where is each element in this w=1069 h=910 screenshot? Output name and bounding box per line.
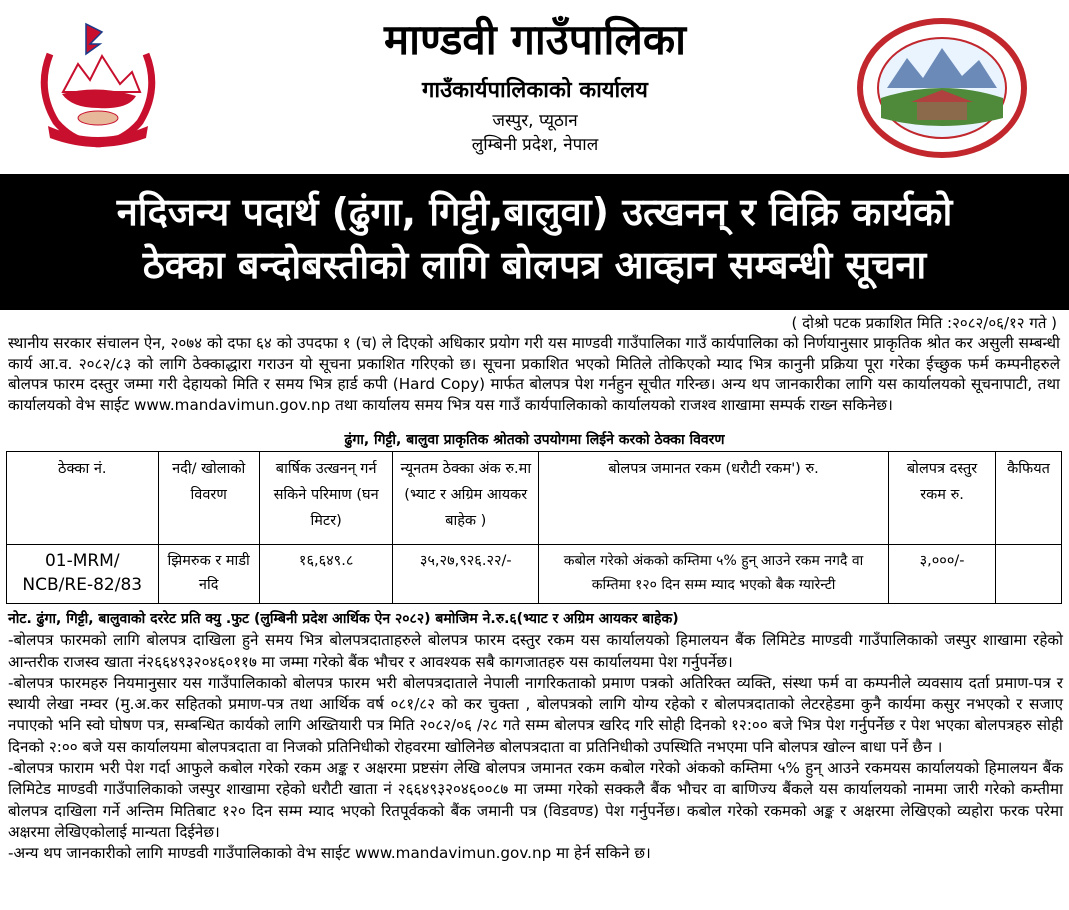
contract-table	[6, 451, 1062, 604]
header-deposit: बोलपत्र जमानत रकम (धरौटी रकम') रु.	[539, 452, 889, 545]
header-contract-no: ठेक्का नं.	[7, 452, 159, 545]
notice-title-line-1: नदिजन्य पदार्थ (ढुंगा, गिट्टी,बालुवा) उत्खनन् र विक्रि कार्यको	[116, 190, 953, 234]
header-remarks: कैफियत	[996, 452, 1062, 545]
table-row	[7, 545, 1062, 604]
notice-title-banner	[0, 174, 1069, 310]
header-min-amount: न्यूनतम ठेक्का अंक रु.मा (भ्याट र अग्रिम आयकर बाहेक )	[393, 452, 539, 545]
cell-river: झिमरुक र माडी नदि	[158, 545, 259, 604]
note-item: -बोलपत्र फारमहरु नियमानुसार यस गाउँपालिकाको बोलपत्र फारम भरी बोलपत्रदाताले नेपाली नागरिकताको प्रमाण पत्रको अतिरिक्त व्यक्ति, संस्था फर्म वा कम्पनीले व्यवसाय दर्ता प्रमाण-पत्र र स्थायी लेखा नम्वर (मु.अ.कर सहितको प्रमाण-पत्र तथा आर्थिक वर्ष ०८१/८२ को कर चुक्ता , बोलपत्रको लागि योग्य रहेको र बोलपत्रदाताको लेटरहेडमा कुनै कार्यमा कसुर नभएको र सजाए नपाएको भनि स्वो घोषण पत्र, सम्बन्धित कार्यको लागि अख्तियारी पत्र मिति २०८२/०६ /२८ गते सम्म बोलपत्र खरिद गरि सोही दिनको १२:०० बजे भित्र पेश गर्नुपर्नेछ र पेश भएका बोलपत्रहरु सोही दिनको २:०० बजे यस कार्यालयमा बोलपत्रदाता वा निजको प्रतिनिधीको रोहवरमा खोलिनेछ बोलपत्रदाता वा प्रतिनिधीको उपस्थिति नभएमा पनि बोलपत्र खोल्न बाधा पर्ने छैन ।	[8, 673, 1063, 756]
table-header-row	[7, 452, 1062, 545]
note-item: -बोलपत्र फारमको लागि बोलपत्र दाखिला हुने समय भित्र बोलपत्रदाताहरुले बोलपत्र फारम दस्तुर रकम यस कार्यालयको हिमालयन बैंक लिमिटेड माण्डवी गाउँपालिकाको जस्पुर शाखामा रहेको आन्तरीक राजस्व खाता नं२६६४९३२०४६०११७ मा जम्मा गरेको बैंक भौचर र आवश्यक सबै कागजातहरु यस कार्यालयमा पेश गर्नुपर्नेछ।	[8, 631, 1063, 671]
note-item: -बोलपत्र फाराम भरी पेश गर्दा आफुले कबोल गरेको रकम अङ्क र अक्षरमा प्रष्टसंग लेखि बोलपत्र जमानत रकम कबोल गरेको अंकको कम्तिमा ५% हुन् आउने रकमयस कार्यालयको हिमालयन बैंक लिमिटेड माण्डवी गाउँपालिकाको जस्पुर शाखामा रहेको धरौटी खाता नं २६६४९३२०४६००८७ मा जम्मा गरेको सक्कलै बैंक भौचर वा बाणिज्य बैंकले यस कार्यालयको नाममा जारी गरेको कम्तीमा बोलपत्र दाखिला गर्ने अन्तिम मितिबाट १२० दिन सम्म म्याद भएको रितपूर्वकको बैंक जमानी पत्र (विडवण्ड) पेश गर्नुपर्नेछ। कबोल गरेको रकमको अङ्क र अक्षरमा लेखिएको व्यहोरा फरक परेमा अक्षरमा लेखिएकोलाई मान्यता दिईनेछ।	[8, 759, 1063, 841]
notice-title-line-2: ठेक्का बन्दोबस्तीको लागि बोलपत्र आव्हान सम्बन्धी सूचना	[142, 243, 927, 287]
header-river: नदी/ खोलाको विवरण	[158, 452, 259, 545]
cell-fee: ३,०००/-	[889, 545, 996, 604]
cell-deposit: कबोल गरेको अंकको कम्तिमा ५% हुन् आउने रकम नगदै वा कम्तिमा १२० दिन सम्म म्याद भएको बैक ग्यारेन्टी	[539, 545, 889, 604]
table-caption: ढुंगा, गिट्टी, बालुवा प्राकृतिक श्रोतको उपयोगमा लिईने करको ठेक्का विवरण	[344, 432, 725, 448]
intro-paragraph: स्थानीय सरकार संचालन ऐन, २०७४ को दफा ६४ को उपदफा १ (च) ले दिएको अधिकार प्रयोग गरी यस माण्डवी गाउँपालिका गाउँ कार्यपालिका को निर्णयानुसार प्राकृतिक श्रोत कर असुली सम्बन्धी कार्य आ.व. २०८२/८३ को लागि ठेक्काद्धारा गराउन यो सूचना प्रकाशित गरिएको छ। सूचना प्रकाशित भएको मितिले तोकिएको म्याद भित्र कानुनी प्रक्रिया पूरा गरेका ईच्छुक फर्म कम्पनीहरुले बोलपत्र फारम दस्तुर जम्मा गरी देहायको मिति र समय भित्र हार्ड कपी (Hard Copy) मार्फत बोलपत्र पेश गर्नहुन सूचीत गरिन्छ। अन्य थप जानकारीका लागि यस कार्यालयको सूचनापाटी, तथा कार्यालयको वेभ साईट www.mandavimun.gov.np तथा कार्यालय समय भित्र यस गाउँ कार्यपालिकाको कार्यालयको राजश्व शाखामा सम्पर्क राख्न सकिनेछ।	[8, 334, 1060, 414]
header-fee: बोलपत्र दस्तुर रकम रु.	[889, 452, 996, 545]
letterhead	[0, 0, 1069, 172]
municipality-name: माण्डवी गाउँपालिका	[383, 15, 687, 64]
office-name: गाउँकार्यपालिकाको कार्यालय	[422, 78, 648, 103]
note-item: -अन्य थप जानकारीको लागि माण्डवी गाउँपालिकाको वेभ साईट www.mandavimun.gov.np मा हेर्न सकिने छ।	[8, 844, 651, 863]
nepal-emblem-icon	[28, 14, 168, 154]
note-heading: नोट. ढुंगा, गिट्टी, बालुवाको दररेट प्रति क्यु .फुट (लुम्बिनी प्रदेश आर्थिक ऐन २०८२) बमोजिम ने.रु.६(भ्याट र अग्रिम आयकर बाहेक)	[8, 611, 679, 627]
office-province: लुम्बिनी प्रदेश, नेपाल	[471, 135, 599, 155]
cell-contract-no: 01-MRM/ NCB/RE-82/83	[7, 545, 159, 604]
publication-date: ( दोश्रो पटक प्रकाशित मिति :२०८२/०६/१२ गते )	[791, 314, 1057, 332]
municipality-logo-icon	[857, 18, 1027, 158]
header-volume: बार्षिक उत्खनन् गर्न सकिने परिमाण (घन मिटर)	[259, 452, 393, 545]
office-location: जस्पुर, प्यूठान	[492, 111, 578, 131]
notes-section	[8, 609, 1063, 865]
cell-min-amount: ३५,२७,९२६.२२/-	[393, 545, 539, 604]
cell-remarks	[996, 545, 1062, 604]
cell-volume: १६,६४९.८	[259, 545, 393, 604]
